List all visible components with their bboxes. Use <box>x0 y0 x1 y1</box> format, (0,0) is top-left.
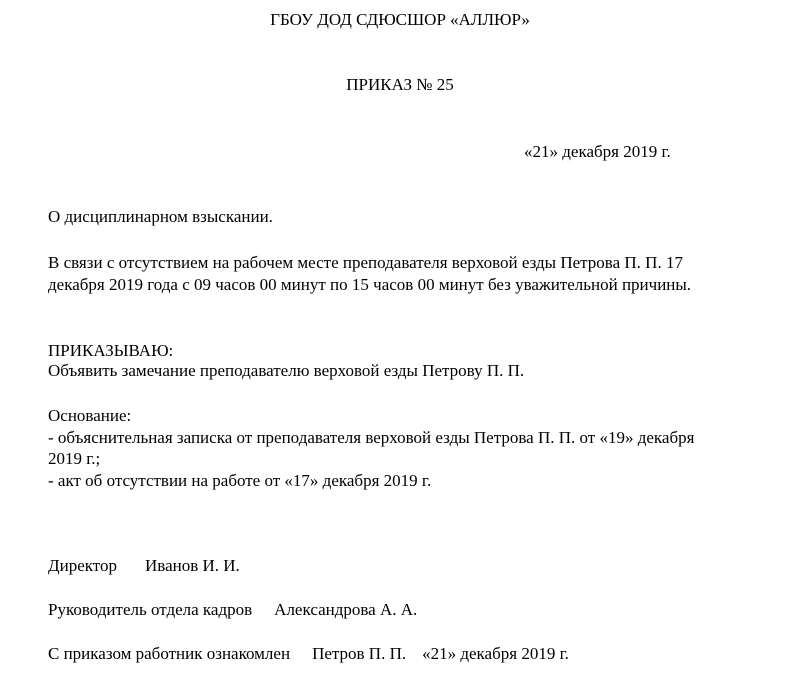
hr-signature-line <box>48 601 417 618</box>
basis-item-2: - акт об отсутствии на работе от «17» декабря 2019 г. <box>48 471 432 490</box>
order-date: «21» декабря 2019 г. <box>524 142 671 161</box>
organization-header: ГБОУ ДОД СДЮСШОР «АЛЛЮР» <box>270 10 530 29</box>
order-subject: О дисциплинарном взыскании. <box>48 207 273 226</box>
director-role: Директор <box>48 556 117 575</box>
order-heading: ПРИКАЗЫВАЮ: <box>48 341 174 360</box>
ack-name: Петров П. П. <box>312 644 407 663</box>
director-name: Иванов И. И. <box>144 556 240 575</box>
preamble-line-1: В связи с отсутствием на рабочем месте преподавателя верховой езды Петрова П. П. 17 <box>48 253 683 272</box>
director-signature-line <box>48 557 240 574</box>
basis-item-1: - объяснительная записка от преподавателя верховой езды Петрова П. П. от «19» декабря <box>48 428 695 447</box>
ack-label: С приказом работник ознакомлен <box>48 644 291 663</box>
acknowledgment-line <box>48 645 569 662</box>
hr-role: Руководитель отдела кадров <box>48 600 253 619</box>
hr-name: Александрова А. А. <box>274 600 418 619</box>
order-title: ПРИКАЗ № 25 <box>346 75 454 94</box>
order-text: Объявить замечание преподавателю верховой езды Петрову П. П. <box>48 361 525 380</box>
basis-heading: Основание: <box>48 406 132 425</box>
ack-date: «21» декабря 2019 г. <box>422 644 569 663</box>
basis-item-1-cont: 2019 г.; <box>48 449 101 468</box>
preamble-line-2: декабря 2019 года с 09 часов 00 минут по 15 часов 00 минут без уважительной причины. <box>48 275 692 294</box>
